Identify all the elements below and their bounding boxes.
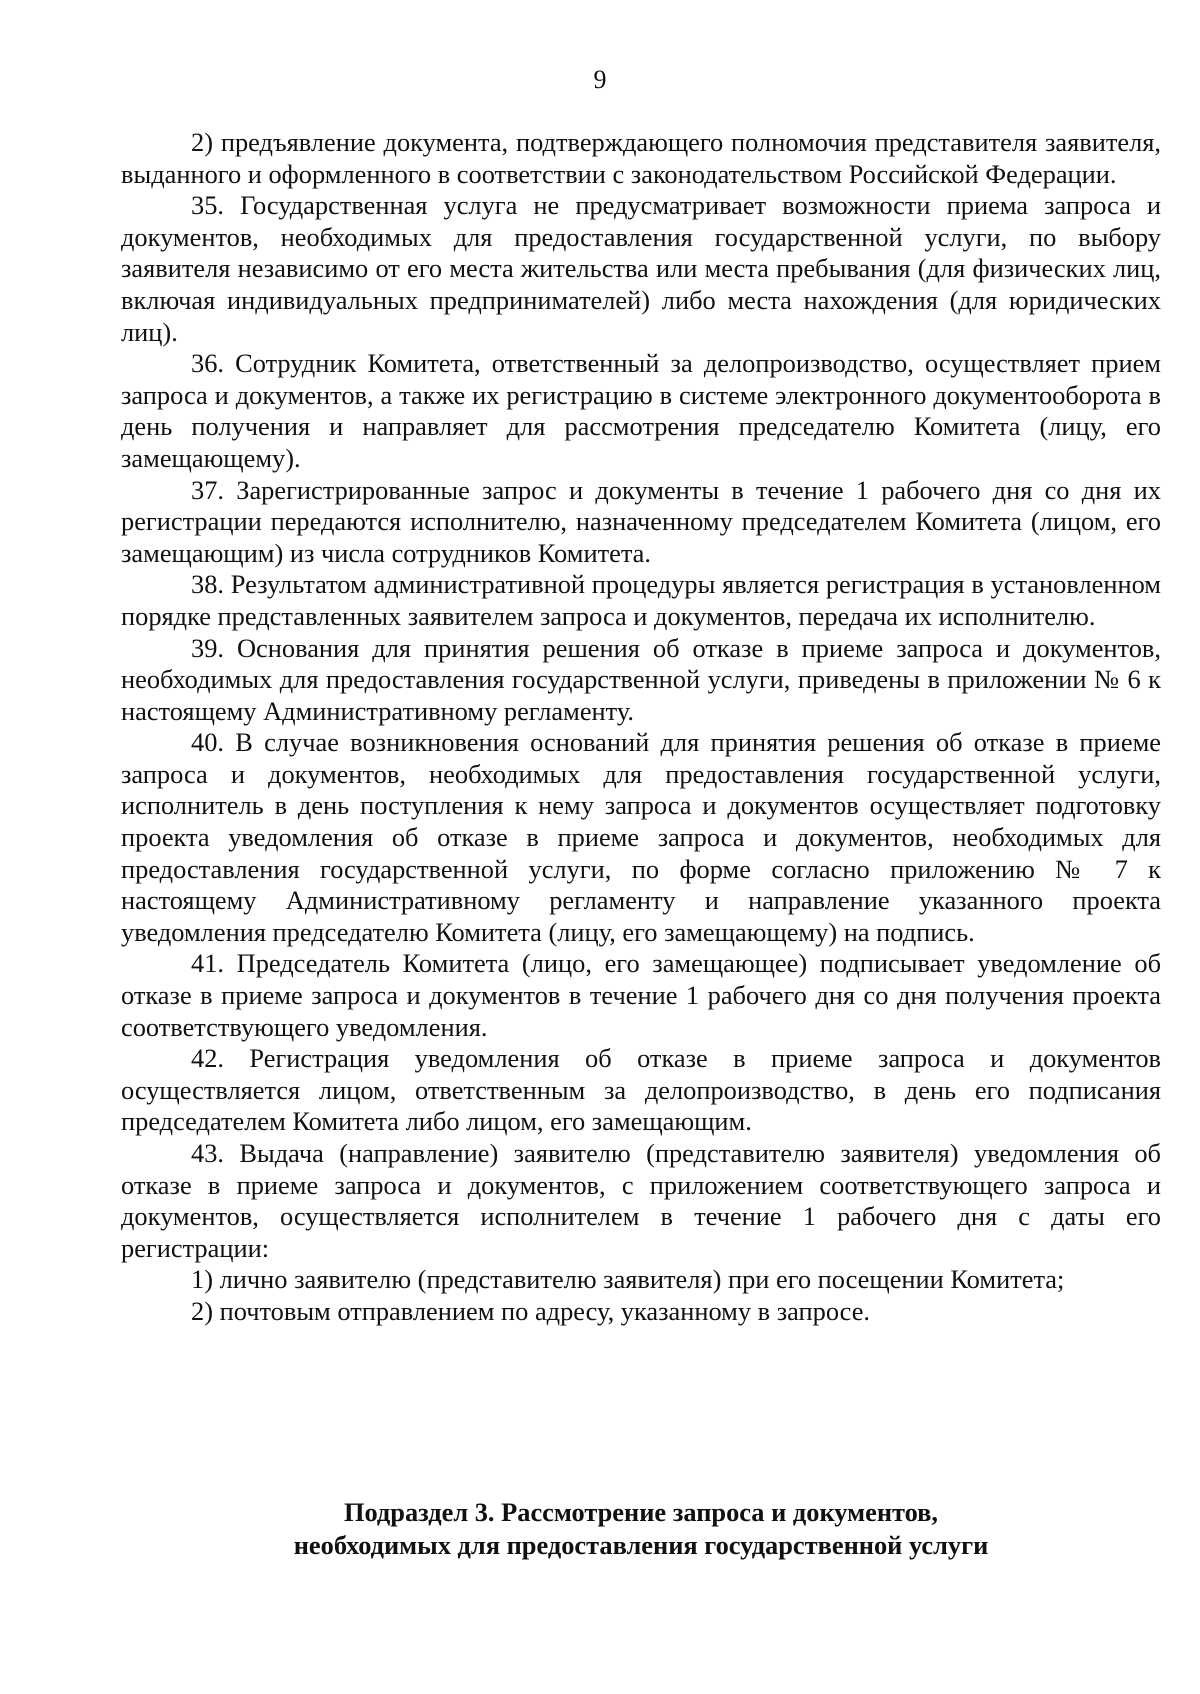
subsection-heading [121,1496,1161,1562]
paragraph-39: 39. Основания для принятия решения об отказе в приеме запроса и документов, необходимых для предоставления государственной услуги, приведены в приложении № 6 к настоящему Административному регламенту. [121,632,1161,726]
paragraph-35: 35. Государственная услуга не предусматривает возможности приема запроса и документов, необходимых для предоставления государственной услуги, по выбору заявителя независимо от его места жительства или места пребывания (для физических лиц, включая индивидуальных предпринимателей) либо места нахождения (для юридических лиц). [121,190,1161,347]
body-text [121,127,1161,1328]
paragraph-43: 43. Выдача (направление) заявителю (представителю заявителя) уведомления об отказе в приеме запроса и документов, с приложением соответствующего запроса и документов, осуществляется исполнителем в течение 1 рабочего дня с даты его регистрации: [121,1138,1161,1263]
paragraph-item-2-clause: 2) предъявление документа, подтверждающего полномочия представителя заявителя, выданного и оформленного в соответствии с законодательством Российской Федерации. [121,127,1161,189]
paragraph-43-item-1: 1) лично заявителю (представителю заявителя) при его посещении Комитета; [191,1264,1065,1295]
paragraph-37: 37. Зарегистрированные запрос и документы в течение 1 рабочего дня со дня их регистрации передаются исполнителю, назначенному председателем Комитета (лицом, его замещающим) из числа сотрудников Комитета. [121,474,1161,568]
paragraph-41: 41. Председатель Комитета (лицо, его замещающее) подписывает уведомление об отказе в приеме запроса и документов в течение 1 рабочего дня со дня получения проекта соответствующего уведомления. [121,948,1161,1042]
paragraph-42: 42. Регистрация уведомления об отказе в приеме запроса и документов осуществляется лицом, ответственным за делопроизводство, в день его подписания председателем Комитета либо лицом, его замещающим. [121,1043,1161,1137]
paragraph-38: 38. Результатом административной процедуры является регистрация в установленном порядке представленных заявителем запроса и документов, передача их исполнителю. [121,569,1161,631]
subsection-heading-line-1: Подраздел 3. Рассмотрение запроса и документов, [343,1497,939,1527]
paragraph-40: 40. В случае возникновения оснований для принятия решения об отказе в приеме запроса и документов, необходимых для предоставления государственной услуги, исполнитель в день поступления к нему запроса и документов осуществляет подготовку проекта уведомления об отказе в приеме запроса и документов, необходимых для предоставления государственной услуги, по форме согласно приложению № 7 к настоящему Административному регламенту и направление указанного проекта уведомления председателю Комитета (лицу, его замещающему) на подпись. [121,727,1161,947]
subsection-heading-line-2: необходимых для предоставления государственной услуги [293,1530,989,1560]
page-number: 9 [593,65,607,94]
paragraph-43-item-2: 2) почтовым отправлением по адресу, указанному в запросе. [191,1295,871,1326]
paragraph-36: 36. Сотрудник Комитета, ответственный за делопроизводство, осуществляет прием запроса и документов, а также их регистрацию в системе электронного документооборота в день получения и направляет для рассмотрения председателю Комитета (лицу, его замещающему). [121,348,1161,473]
